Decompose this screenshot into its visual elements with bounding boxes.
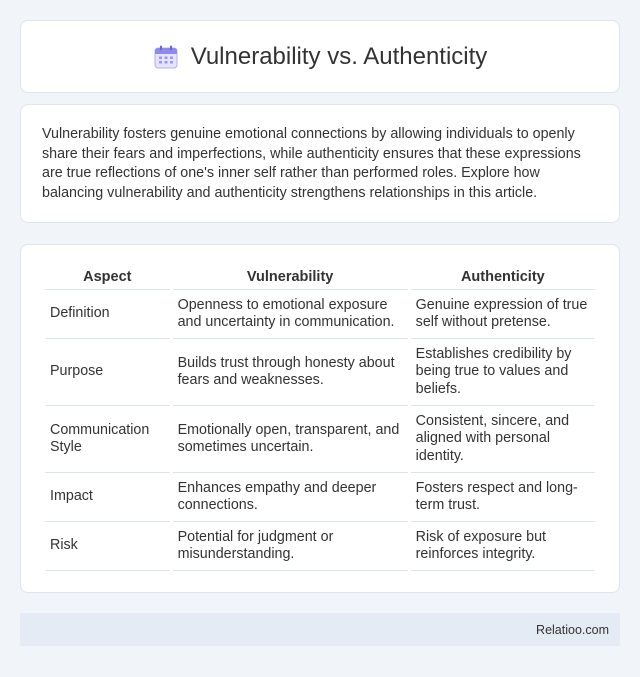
row-aspect: Risk — [45, 522, 170, 571]
header-aspect: Aspect — [45, 265, 170, 290]
intro-text: Vulnerability fosters genuine emotional connections by allowing individuals to openly share their fears and imperfections, while authenticity ensures that these expressions are true reflections of one's inner self rather than performed roles. Explore how balancing vulnerability and authenticity strengthens relationships in this article. — [42, 126, 581, 201]
row-authenticity: Establishes credibility by being true to values and beliefs. — [411, 339, 595, 406]
page-title: Vulnerability vs. Authenticity — [190, 42, 488, 70]
comparison-table — [42, 265, 598, 571]
footer-site-name: Relatioo.com — [536, 622, 609, 637]
table-row — [45, 473, 595, 522]
row-aspect: Impact — [45, 473, 170, 522]
calendar-icon — [153, 44, 179, 70]
table-row — [45, 406, 595, 473]
row-aspect: Purpose — [45, 339, 170, 406]
row-vulnerability: Openness to emotional exposure and uncertainty in communication. — [173, 290, 408, 339]
header-vulnerability: Vulnerability — [173, 265, 408, 290]
row-authenticity: Genuine expression of true self without pretense. — [411, 290, 595, 339]
table-row — [45, 522, 595, 571]
intro-card — [20, 104, 620, 223]
row-vulnerability: Emotionally open, transparent, and sometimes uncertain. — [173, 406, 408, 473]
row-authenticity: Fosters respect and long-term trust. — [411, 473, 595, 522]
title-card — [20, 20, 620, 93]
row-authenticity: Consistent, sincere, and aligned with personal identity. — [411, 406, 595, 473]
table-row — [45, 339, 595, 406]
row-aspect: Communication Style — [45, 406, 170, 473]
row-aspect: Definition — [45, 290, 170, 339]
table-row — [45, 290, 595, 339]
row-authenticity: Risk of exposure but reinforces integrity. — [411, 522, 595, 571]
row-vulnerability: Potential for judgment or misunderstanding. — [173, 522, 408, 571]
comparison-card — [20, 244, 620, 593]
row-vulnerability: Builds trust through honesty about fears and weaknesses. — [173, 339, 408, 406]
header-authenticity: Authenticity — [411, 265, 595, 290]
table-header-row — [45, 265, 595, 290]
row-vulnerability: Enhances empathy and deeper connections. — [173, 473, 408, 522]
footer — [20, 613, 620, 646]
